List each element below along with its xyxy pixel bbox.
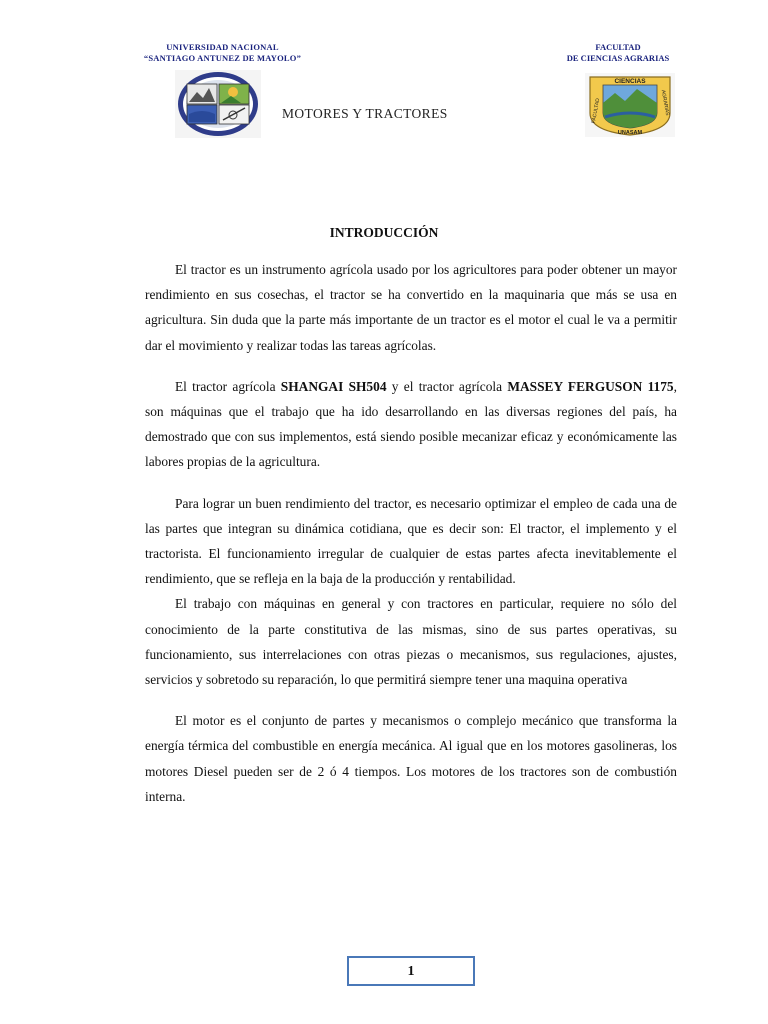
paragraph-5: El motor es el conjunto de partes y mecanismos o complejo mecánico que transforma la energía térmica del combustible en energía mecánica. Al igual que en los motores gasolineras, los motores Diesel pueden ser de 2 ó 4 tiempos. Los motores de los tractores son de combustión interna. <box>145 713 677 804</box>
course-title: MOTORES Y TRACTORES <box>282 106 448 121</box>
paragraph-4: El trabajo con máquinas en general y con tractores en particular, requiere no sólo del conocimiento de la parte constitutiva de las mismas, sino de sus partes operativas, su funcionamiento, sus interrelaciones con otras piezas o mecanismos, sus regulaciones, ajustes, servicios y sobretodo su reparación, lo que permitirá siempre tener una maquina operativa <box>145 596 677 688</box>
section-heading: INTRODUCCIÓN <box>329 225 439 240</box>
p2-text-a: El tractor agrícola <box>175 378 281 394</box>
faculty-line-2: DE CIENCIAS AGRARIAS <box>566 53 670 63</box>
p2-text-e: , son máquinas que el trabajo que ha ido desarrollando en las diversas regiones del país, ha demostrado que con sus implementos, está siendo posible mecanizar eficaz y económicamente las labores propias de la agricultura. <box>145 378 677 470</box>
faculty-line-1: FACULTAD <box>595 42 641 52</box>
crest-left-text: FACULTAD <box>590 97 602 124</box>
university-line-1: UNIVERSIDAD NACIONAL <box>166 42 279 52</box>
faculty-name <box>548 42 688 64</box>
paragraph-2 <box>145 374 677 475</box>
crest-right-text: AGRARIAS <box>659 89 671 117</box>
university-line-2: “SANTIAGO ANTUNEZ DE MAYOLO” <box>143 53 302 63</box>
p2-text-c: y el tractor agrícola <box>386 378 508 394</box>
university-name <box>130 42 315 64</box>
paragraph-3: Para lograr un buen rendimiento del tractor, es necesario optimizar el empleo de cada una de las partes que integran su dinámica cotidiana, que es decir son: El tractor, el implemento y el tractorista. El funcionamiento irregular de cualquier de estas partes afecta inevitablemente el rendimiento, que se refleja en la baja de la producción y rentabilidad. <box>145 495 677 587</box>
university-seal-logo <box>175 70 261 138</box>
introduction-body <box>145 257 677 809</box>
paragraph-1: El tractor es un instrumento agrícola usado por los agricultores para poder obtener un mayor rendimiento en sus cosechas, el tractor se ha convertido en la maquinaria que más se usa en agricultura. Sin duda que la parte más importante de un tractor es el motor el cual le va a permitir dar el movimiento y realizar todas las tareas agrícolas. <box>145 262 677 353</box>
crest-bottom-text: UNASAM <box>617 130 643 136</box>
p2-tractor-shangai: SHANGAI SH504 <box>280 378 387 394</box>
page-number: 1 <box>407 964 415 979</box>
crest-top-text: CIENCIAS <box>614 78 646 85</box>
p2-tractor-massey: MASSEY FERGUSON 1175 <box>507 378 674 394</box>
faculty-crest-logo <box>585 73 675 137</box>
page-number-box <box>347 956 475 986</box>
